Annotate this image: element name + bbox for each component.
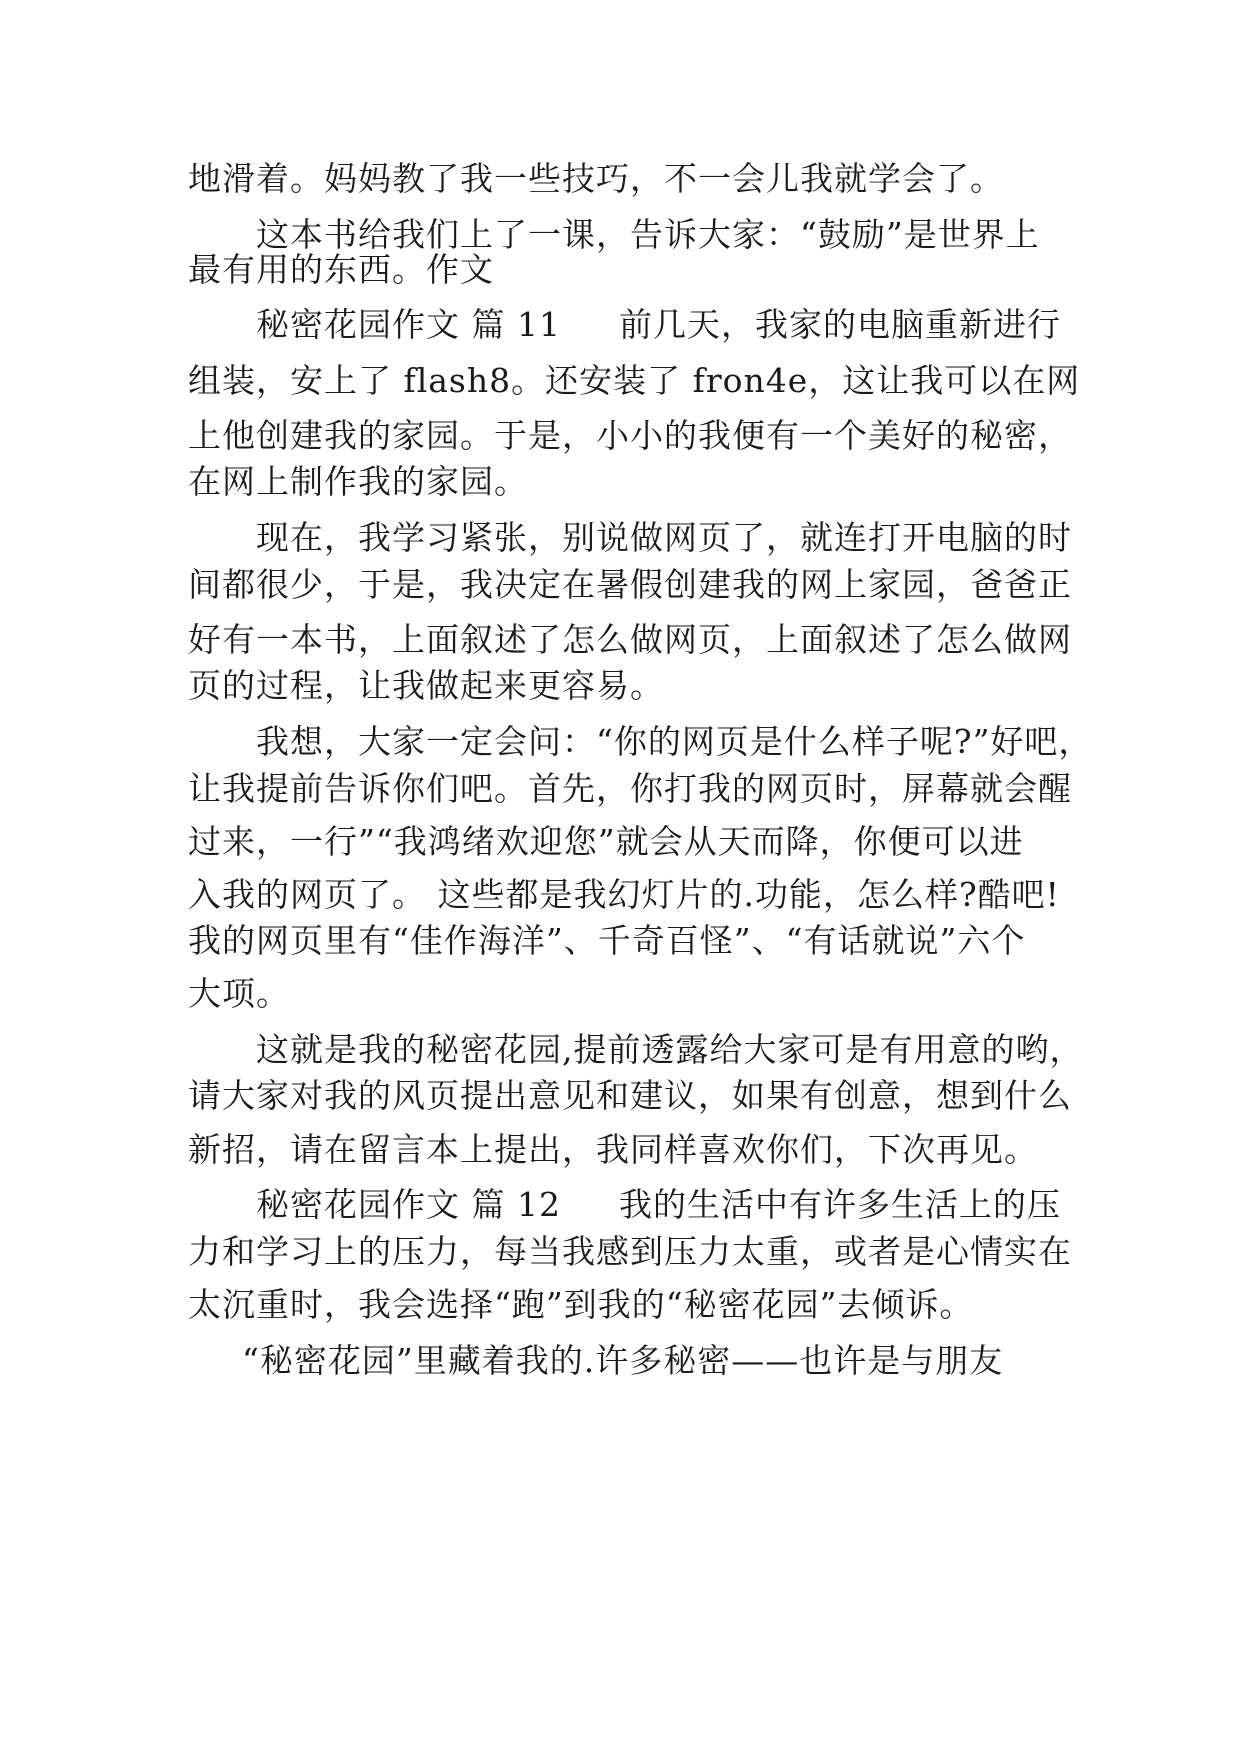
text-line: “秘密花园”里藏着我的.许多秘密——也许是与朋友 xyxy=(242,1341,1004,1380)
text-line: 地滑着。妈妈教了我一些技巧，不一会儿我就学会了。 xyxy=(188,159,1004,198)
text-line: 前几天，我家的电脑重新进行 xyxy=(618,305,1061,344)
text-line: 现在，我学习紧张，别说做网页了，就连打开电脑的时 xyxy=(256,518,1072,557)
text-line: 在网上制作我的家园。 xyxy=(188,462,528,501)
text-line: 我的网页里有“佳作海洋”、千奇百怪”、“有话就说”六个 xyxy=(188,921,1026,960)
text-line: 入我的网页了。 这些都是我幻灯片的.功能，怎么样?酷吧! xyxy=(188,875,1060,914)
text-line: 力和学习上的压力，每当我感到压力太重，或者是心情实在 xyxy=(188,1232,1072,1271)
text-line: 组装，安上了 flash8。还安装了 fron4e，这让我可以在网 xyxy=(188,361,1081,400)
text-line: 新招，请在留言本上提出，我同样喜欢你们，下次再见。 xyxy=(188,1130,1038,1169)
text-line: 让我提前告诉你们吧。首先，你打我的网页时，屏幕就会醒 xyxy=(188,769,1072,808)
text-line: 这本书给我们上了一课，告诉大家：“鼓励”是世界上 xyxy=(256,215,1040,254)
section-heading: 秘密花园作文 篇 11 xyxy=(256,305,561,344)
text-line: 好有一本书，上面叙述了怎么做网页，上面叙述了怎么做网 xyxy=(188,620,1072,659)
text-line: 太沉重时，我会选择“跑”到我的“秘密花园”去倾诉。 xyxy=(188,1285,974,1324)
text-line: 上他创建我的家园。于是，小小的我便有一个美好的秘密， xyxy=(188,416,1072,455)
text-line: 请大家对我的风页提出意见和建议，如果有创意，想到什么 xyxy=(188,1076,1072,1115)
text-line: 页的过程，让我做起来更容易。 xyxy=(188,666,664,705)
text-line: 最有用的东西。作文 xyxy=(188,250,494,289)
text-line: 我想，大家一定会问：“你的网页是什么样子呢?”好吧， xyxy=(256,722,1093,761)
text-line: 过来，一行”“我鸿绪欢迎您”就会从天而降，你便可以进 xyxy=(188,822,1024,861)
text-line: 我的生活中有许多生活上的压 xyxy=(618,1185,1061,1224)
section-heading-line xyxy=(256,1185,1068,1225)
text-line: 这就是我的秘密花园,提前透露给大家可是有用意的哟， xyxy=(256,1030,1084,1069)
text-line: 间都很少，于是，我决定在暑假创建我的网上家园，爸爸正 xyxy=(188,565,1072,604)
section-heading: 秘密花园作文 篇 12 xyxy=(256,1185,561,1224)
section-heading-line xyxy=(256,305,1068,345)
text-line: 大项。 xyxy=(188,974,290,1013)
